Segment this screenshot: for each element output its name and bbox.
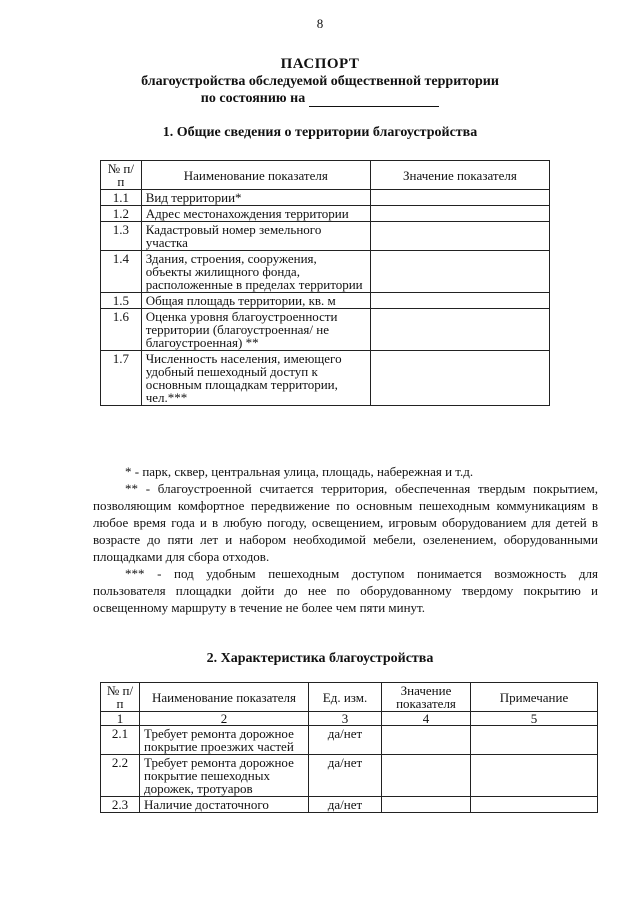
column-number-row — [101, 712, 598, 726]
date-line — [0, 91, 640, 107]
row-name: Общая площадь территории, кв. м — [141, 293, 370, 309]
section-1-title: 1. Общие сведения о территории благоустройства — [162, 125, 478, 140]
column-number: 3 — [309, 712, 382, 726]
footnote-1: * - парк, сквер, центральная улица, площадь, набережная и т.д. — [125, 464, 474, 479]
page-number: 8 — [316, 16, 324, 31]
table-row — [101, 309, 550, 351]
table-row — [101, 755, 598, 797]
column-number: 1 — [101, 712, 140, 726]
date-label: по состоянию на — [200, 91, 306, 106]
table-row — [101, 222, 550, 251]
row-number: 1.7 — [101, 351, 142, 406]
column-header-unit: Ед. изм. — [309, 683, 382, 712]
row-name: Вид территории* — [141, 190, 370, 206]
table-row — [101, 726, 598, 755]
footnote-2: ** - благоустроенной считается территория, обеспеченная твердым покрытием, позволяющим комфортное передвижение по основным пешеходным коммуникациям в любое время года и в любую погоду, освещением, игровым оборудованием для детей в возрасте до пяти лет и набором необходимой мебели, озеленением, оборудованными площадками для сбора отходов. — [93, 481, 598, 564]
row-name: Оценка уровня благоустроенности территории (благоустроенная/ не благоустроенная) ** — [141, 309, 370, 351]
row-unit: да/нет — [309, 755, 382, 797]
table-row — [101, 293, 550, 309]
row-name: Адрес местонахождения территории — [141, 206, 370, 222]
row-value-cell[interactable] — [370, 251, 549, 293]
column-header-note: Примечание — [471, 683, 598, 712]
section-2-title: 2. Характеристика благоустройства — [206, 651, 434, 666]
row-value-cell[interactable] — [382, 726, 471, 755]
date-blank-field[interactable] — [309, 93, 439, 107]
row-number: 1.6 — [101, 309, 142, 351]
table-row — [101, 797, 598, 813]
row-name: Наличие достаточного — [140, 797, 309, 813]
footnotes — [93, 463, 598, 616]
row-name: Кадастровый номер земельного участка — [141, 222, 370, 251]
column-header-value: Значение показателя — [370, 161, 549, 190]
footnote-3: *** - под удобным пешеходным доступом понимается возможность для пользователя площадки дойти до нее по оборудованному твердому покрытию и освещенному маршруту в течение не более чем пяти минут. — [93, 566, 598, 615]
row-number: 1.1 — [101, 190, 142, 206]
table-row — [101, 251, 550, 293]
table-header-row — [101, 161, 550, 190]
column-number: 2 — [140, 712, 309, 726]
row-number: 1.4 — [101, 251, 142, 293]
row-name: Здания, строения, сооружения, объекты жилищного фонда, расположенные в пределах территории — [141, 251, 370, 293]
column-header-name: Наименование показателя — [141, 161, 370, 190]
row-number: 1.3 — [101, 222, 142, 251]
row-note-cell[interactable] — [471, 755, 598, 797]
row-value-cell[interactable] — [370, 351, 549, 406]
row-value-cell[interactable] — [370, 309, 549, 351]
column-number: 5 — [471, 712, 598, 726]
row-note-cell[interactable] — [471, 726, 598, 755]
row-value-cell[interactable] — [382, 755, 471, 797]
row-value-cell[interactable] — [370, 222, 549, 251]
row-number: 2.1 — [101, 726, 140, 755]
row-number: 2.3 — [101, 797, 140, 813]
row-number: 1.2 — [101, 206, 142, 222]
column-number: 4 — [382, 712, 471, 726]
row-value-cell[interactable] — [370, 190, 549, 206]
row-value-cell[interactable] — [370, 206, 549, 222]
row-name: Численность населения, имеющего удобный пешеходный доступ к основным площадкам территории, чел.*** — [141, 351, 370, 406]
row-value-cell[interactable] — [382, 797, 471, 813]
row-unit: да/нет — [309, 797, 382, 813]
table-header-row — [101, 683, 598, 712]
table-row — [101, 206, 550, 222]
table-row — [101, 351, 550, 406]
row-number: 1.5 — [101, 293, 142, 309]
document-subtitle: благоустройства обследуемой общественной территории — [141, 74, 499, 89]
column-header-name: Наименование показателя — [140, 683, 309, 712]
row-name: Требует ремонта дорожное покрытие пешеходных дорожек, тротуаров — [140, 755, 309, 797]
row-value-cell[interactable] — [370, 293, 549, 309]
table-row — [101, 190, 550, 206]
document-title: ПАСПОРТ — [280, 56, 360, 72]
general-info-table — [100, 160, 550, 406]
column-header-number: № п/п — [101, 161, 142, 190]
column-header-number: № п/п — [101, 683, 140, 712]
row-unit: да/нет — [309, 726, 382, 755]
row-note-cell[interactable] — [471, 797, 598, 813]
characteristics-table — [100, 682, 598, 813]
column-header-value: Значение показателя — [382, 683, 471, 712]
row-name: Требует ремонта дорожное покрытие проезжих частей — [140, 726, 309, 755]
row-number: 2.2 — [101, 755, 140, 797]
